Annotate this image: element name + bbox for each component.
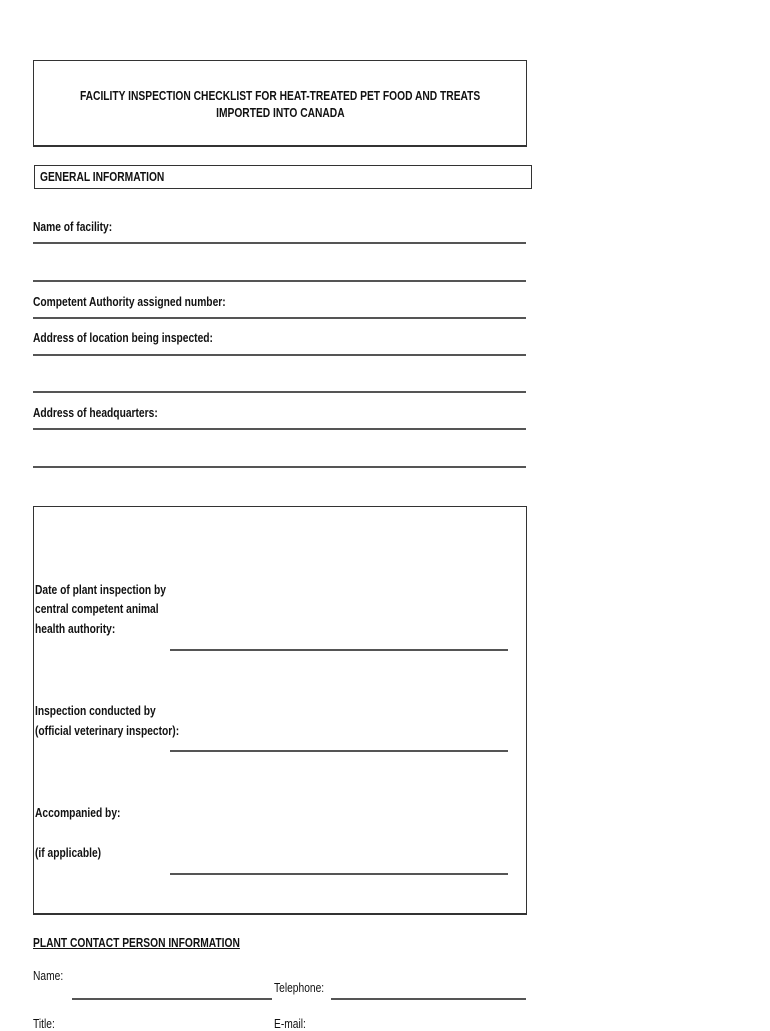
address-hq-label: Address of headquarters:	[33, 406, 158, 420]
if-applicable-note: (if applicable)	[35, 846, 102, 860]
general-info-header	[34, 165, 532, 189]
name-of-facility-field-line2[interactable]	[33, 280, 526, 282]
conducted-by-label-line2: (official veterinary inspector):	[35, 724, 180, 738]
form-title-line2: IMPORTED INTO CANADA	[215, 106, 345, 120]
inspection-details-box	[33, 506, 527, 914]
contact-title-label: Title:	[33, 1017, 55, 1031]
name-of-facility-field-line1[interactable]	[33, 242, 526, 244]
contact-email-label: E-mail:	[274, 1017, 306, 1031]
accompanied-by-label: Accompanied by:	[35, 806, 121, 820]
date-label-line3: health authority:	[35, 622, 116, 636]
general-info-heading: GENERAL INFORMATION	[40, 170, 165, 184]
address-location-field-line1[interactable]	[33, 354, 526, 356]
form-title-line1: FACILITY INSPECTION CHECKLIST FOR HEAT-TREATED PET FOOD AND TREATS	[79, 89, 481, 103]
form-title-box	[33, 60, 527, 146]
ca-number-label: Competent Authority assigned number:	[33, 295, 226, 309]
address-hq-field-line2[interactable]	[33, 466, 526, 468]
plant-contact-heading: PLANT CONTACT PERSON INFORMATION	[33, 936, 240, 950]
address-hq-field-line1[interactable]	[33, 428, 526, 430]
contact-name-field[interactable]	[72, 998, 272, 1000]
ca-number-field[interactable]	[33, 317, 526, 319]
contact-name-label: Name:	[33, 969, 64, 983]
date-label-line2: central competent animal	[35, 602, 159, 616]
date-label-line1: Date of plant inspection by	[35, 583, 166, 597]
inspection-date-field[interactable]	[170, 649, 508, 651]
name-of-facility-label: Name of facility:	[33, 220, 113, 234]
contact-telephone-label: Telephone:	[274, 981, 325, 995]
address-location-field-line2[interactable]	[33, 391, 526, 393]
conducted-by-label-line1: Inspection conducted by	[35, 704, 156, 718]
conducted-by-field[interactable]	[170, 750, 508, 752]
address-location-label: Address of location being inspected:	[33, 331, 213, 345]
accompanied-by-field[interactable]	[170, 873, 508, 875]
contact-telephone-field[interactable]	[331, 998, 526, 1000]
form-title	[34, 88, 526, 122]
